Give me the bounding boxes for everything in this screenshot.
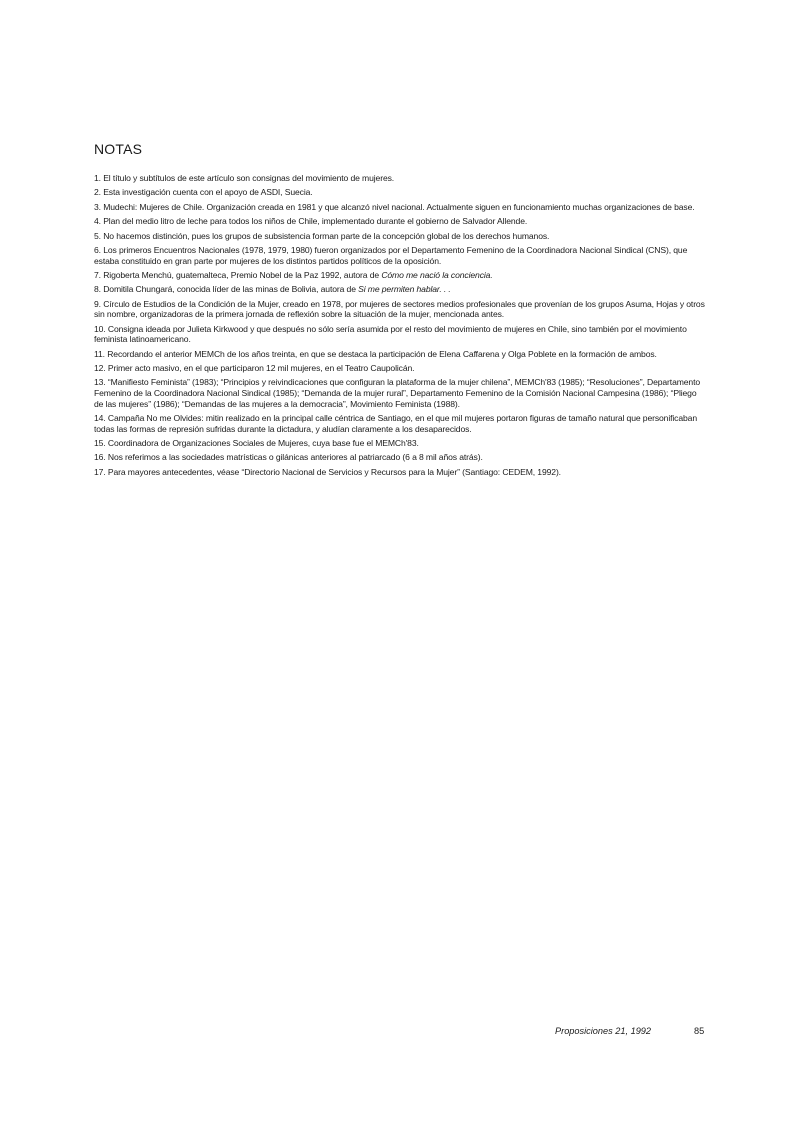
note-text: 11. Recordando el anterior MEMCh de los años treinta, en que se destaca la participación de Elena Caffarena y Olga Poblete en la formación de ambos. bbox=[94, 348, 657, 359]
note-text: 5. No hacemos distinción, pues los grupos de subsistencia forman parte de la concepción global de los derechos humanos. bbox=[94, 230, 550, 241]
note-text: 14. Campaña No me Olvides: mitin realizado en la principal calle céntrica de Santiago, en el que mil mujeres portaron figuras de tamaño natural que personificaban todas las formas de represión sufridas durante la dictadura, y aludían claramente a los desaparecidos. bbox=[94, 413, 697, 434]
note-item bbox=[94, 377, 707, 409]
note-text: 6. Los primeros Encuentros Nacionales (1978, 1979, 1980) fueron organizados por el Departamento Femenino de la Coordinadora Nacional Sindical (CNS), que estaba constituido en gran parte por mujeres de los distintos partidos políticos de la oposición. bbox=[94, 244, 688, 266]
notes-list bbox=[94, 173, 707, 481]
note-item bbox=[94, 299, 707, 320]
note-item bbox=[94, 245, 707, 266]
note-item bbox=[94, 270, 707, 281]
page-number: 85 bbox=[694, 1026, 705, 1036]
note-item bbox=[94, 349, 707, 360]
note-text: 16. Nos referimos a las sociedades matrísticas o gilánicas anteriores al patriarcado (6 a 8 mil años atrás). bbox=[94, 452, 483, 463]
footer-source: Proposiciones 21, 1992 bbox=[555, 1026, 652, 1036]
note-item bbox=[94, 438, 707, 449]
note-italic-text: Si me permiten hablar. . . bbox=[358, 284, 451, 295]
note-item bbox=[94, 173, 707, 184]
note-text: 17. Para mayores antecedentes, véase “Directorio Nacional de Servicios y Recursos para la Mujer” (Santiago: CEDEM, 1992). bbox=[94, 466, 561, 477]
note-text: 13. “Manifiesto Feminista” (1983); “Principios y reivindicaciones que configuran la plataforma de la mujer chilena”, MEMCh'83 (1985); “Resoluciones”, Departamento Femenino de la Coordinadora Nacional Sindical (1985); “Demanda de la mujer rural”, Departamento Femenino de la Comisión Nacional Campesina (1986); “Pliego de las mujeres” (1986); “Demandas de las mujeres a la democracia”, Movimiento Feminista (1988). bbox=[94, 377, 701, 409]
note-italic-text: Cómo me nació la conciencia. bbox=[381, 269, 493, 280]
note-item bbox=[94, 363, 707, 374]
note-item bbox=[94, 202, 707, 213]
note-item bbox=[94, 231, 707, 242]
note-text: 15. Coordinadora de Organizaciones Sociales de Mujeres, cuya base fue el MEMCh'83. bbox=[94, 438, 419, 449]
note-text: 7. Rigoberta Menchú, guatemalteca, Premio Nobel de la Paz 1992, autora de bbox=[94, 269, 382, 280]
note-text: 3. Mudechi: Mujeres de Chile. Organización creada en 1981 y que alcanzó nivel nacional. Actualmente siguen en funcionamiento muchas organizaciones de base. bbox=[94, 201, 695, 212]
note-text: 1. El título y subtítulos de este artículo son consignas del movimiento de mujeres. bbox=[94, 173, 395, 183]
notes-heading: NOTAS bbox=[94, 141, 143, 157]
note-text: 12. Primer acto masivo, en el que participaron 12 mil mujeres, en el Teatro Caupolicán. bbox=[94, 363, 415, 374]
note-item bbox=[94, 216, 707, 227]
note-text: 4. Plan del medio litro de leche para todos los niños de Chile, implementado durante el gobierno de Salvador Allende. bbox=[94, 216, 528, 227]
note-text: 2. Esta investigación cuenta con el apoyo de ASDI, Suecia. bbox=[94, 187, 313, 198]
note-text: 10. Consigna ideada por Julieta Kirkwood y que después no sólo sería asumida por el resto del movimiento de mujeres en Chile, sino también por el movimiento feminista latinoamericano. bbox=[94, 323, 687, 345]
note-item bbox=[94, 187, 707, 198]
note-item bbox=[94, 284, 707, 295]
note-item bbox=[94, 324, 707, 345]
note-item bbox=[94, 452, 707, 463]
note-item bbox=[94, 413, 707, 434]
note-text: 9. Círculo de Estudios de la Condición de la Mujer, creado en 1978, por mujeres de sectores medios profesionales que provenían de los grupos Asuma, Hojas y otros sin nombre, organizadoras de la primera jornada de reflexión sobre la situación de la mujer, mencionada antes. bbox=[94, 298, 705, 320]
note-text: 8. Domitila Chungará, conocida líder de las minas de Bolivia, autora de bbox=[94, 284, 359, 295]
note-item bbox=[94, 467, 707, 478]
